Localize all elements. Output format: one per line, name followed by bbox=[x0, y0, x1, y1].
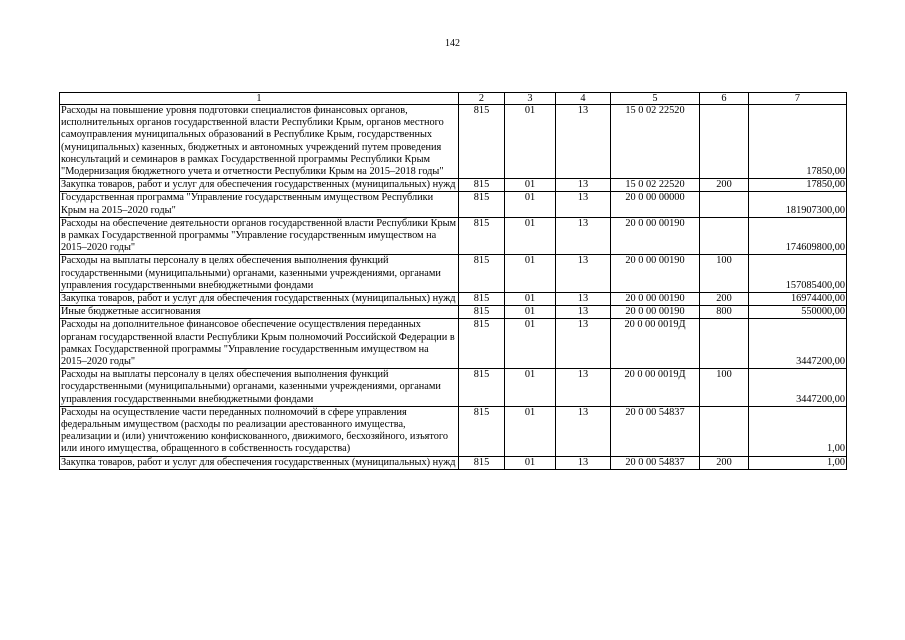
column-header: 4 bbox=[556, 93, 611, 105]
section-code: 01 bbox=[505, 456, 556, 469]
expense-name: Закупка товаров, работ и услуг для обеспечения государственных (муниципальных) нужд bbox=[60, 179, 459, 192]
amount: 550000,00 bbox=[749, 306, 847, 319]
amount: 3447200,00 bbox=[749, 319, 847, 369]
target-article-code: 15 0 02 22520 bbox=[611, 179, 700, 192]
expense-type-code: 100 bbox=[700, 369, 749, 407]
table-row bbox=[60, 217, 847, 255]
section-code: 01 bbox=[505, 406, 556, 456]
subsection-code: 13 bbox=[556, 217, 611, 255]
subsection-code: 13 bbox=[556, 192, 611, 217]
grbs-code: 815 bbox=[459, 293, 505, 306]
grbs-code: 815 bbox=[459, 255, 505, 293]
grbs-code: 815 bbox=[459, 456, 505, 469]
column-header: 2 bbox=[459, 93, 505, 105]
table-row bbox=[60, 105, 847, 179]
column-header: 3 bbox=[505, 93, 556, 105]
subsection-code: 13 bbox=[556, 179, 611, 192]
expense-name: Закупка товаров, работ и услуг для обеспечения государственных (муниципальных) нужд bbox=[60, 456, 459, 469]
expense-name: Расходы на выплаты персоналу в целях обеспечения выполнения функций государственными (муниципальными) органами, казенными учреждениями, органами управления государственными внебюджетными фондами bbox=[60, 255, 459, 293]
expense-type-code bbox=[700, 105, 749, 179]
section-code: 01 bbox=[505, 179, 556, 192]
expense-name: Иные бюджетные ассигнования bbox=[60, 306, 459, 319]
amount: 181907300,00 bbox=[749, 192, 847, 217]
section-code: 01 bbox=[505, 319, 556, 369]
target-article-code: 20 0 00 54837 bbox=[611, 456, 700, 469]
amount: 157085400,00 bbox=[749, 255, 847, 293]
section-code: 01 bbox=[505, 306, 556, 319]
subsection-code: 13 bbox=[556, 456, 611, 469]
expense-type-code: 200 bbox=[700, 456, 749, 469]
subsection-code: 13 bbox=[556, 255, 611, 293]
grbs-code: 815 bbox=[459, 306, 505, 319]
table-row bbox=[60, 406, 847, 456]
expense-type-code: 200 bbox=[700, 179, 749, 192]
expense-name: Расходы на выплаты персоналу в целях обеспечения выполнения функций государственными (муниципальными) органами, казенными учреждениями, органами управления государственными внебюджетными фондами bbox=[60, 369, 459, 407]
table-row bbox=[60, 192, 847, 217]
target-article-code: 20 0 00 0019Д bbox=[611, 369, 700, 407]
target-article-code: 20 0 00 54837 bbox=[611, 406, 700, 456]
target-article-code: 20 0 00 00190 bbox=[611, 293, 700, 306]
target-article-code: 15 0 02 22520 bbox=[611, 105, 700, 179]
subsection-code: 13 bbox=[556, 306, 611, 319]
grbs-code: 815 bbox=[459, 192, 505, 217]
expense-name: Расходы на осуществление части переданных полномочий в сфере управления федеральным имуществом (расходы по реализации арестованного имущества, реализации и (или) уничтожению конфискованного, движимого, бесхозяйного, изъятого или иного имущества, обращенного в собственность государства) bbox=[60, 406, 459, 456]
column-header: 6 bbox=[700, 93, 749, 105]
target-article-code: 20 0 00 00190 bbox=[611, 255, 700, 293]
amount: 17850,00 bbox=[749, 179, 847, 192]
expense-type-code bbox=[700, 406, 749, 456]
expense-name: Расходы на дополнительное финансовое обеспечение осуществления переданных органам государственной власти Республики Крым полномочий Российской Федерации в рамках Государственной программы "Управление государственным имуществом на 2015–2020 годы" bbox=[60, 319, 459, 369]
grbs-code: 815 bbox=[459, 217, 505, 255]
table-row bbox=[60, 369, 847, 407]
expense-type-code: 100 bbox=[700, 255, 749, 293]
expense-type-code bbox=[700, 319, 749, 369]
budget-table bbox=[59, 92, 847, 470]
section-code: 01 bbox=[505, 369, 556, 407]
target-article-code: 20 0 00 00190 bbox=[611, 306, 700, 319]
expense-type-code: 200 bbox=[700, 293, 749, 306]
subsection-code: 13 bbox=[556, 369, 611, 407]
table-row bbox=[60, 456, 847, 469]
subsection-code: 13 bbox=[556, 105, 611, 179]
amount: 16974400,00 bbox=[749, 293, 847, 306]
grbs-code: 815 bbox=[459, 369, 505, 407]
column-header: 5 bbox=[611, 93, 700, 105]
section-code: 01 bbox=[505, 293, 556, 306]
target-article-code: 20 0 00 00190 bbox=[611, 217, 700, 255]
amount: 17850,00 bbox=[749, 105, 847, 179]
grbs-code: 815 bbox=[459, 105, 505, 179]
amount: 1,00 bbox=[749, 456, 847, 469]
expense-type-code: 800 bbox=[700, 306, 749, 319]
expense-name: Государственная программа "Управление государственным имуществом Республики Крым на 2015–2020 годы" bbox=[60, 192, 459, 217]
amount: 174609800,00 bbox=[749, 217, 847, 255]
section-code: 01 bbox=[505, 105, 556, 179]
section-code: 01 bbox=[505, 255, 556, 293]
grbs-code: 815 bbox=[459, 319, 505, 369]
section-code: 01 bbox=[505, 192, 556, 217]
expense-type-code bbox=[700, 192, 749, 217]
amount: 1,00 bbox=[749, 406, 847, 456]
grbs-code: 815 bbox=[459, 179, 505, 192]
target-article-code: 20 0 00 00000 bbox=[611, 192, 700, 217]
table-row bbox=[60, 179, 847, 192]
target-article-code: 20 0 00 0019Д bbox=[611, 319, 700, 369]
expense-type-code bbox=[700, 217, 749, 255]
table-row bbox=[60, 293, 847, 306]
expense-name: Расходы на обеспечение деятельности органов государственной власти Республики Крым в рамках Государственной программы "Управление государственным имуществом на 2015–2020 годы" bbox=[60, 217, 459, 255]
page-number: 142 bbox=[445, 38, 460, 49]
column-header: 1 bbox=[60, 93, 459, 105]
expense-name: Расходы на повышение уровня подготовки специалистов финансовых органов, исполнительных органов государственной власти Республики Крым, органов местного самоуправления муниципальных образований в Республике Крым, государственных (муниципальных) казенных, бюджетных и автономных учреждений путем проведения консультаций и семинаров в рамках Государственной программы Республики Крым "Модернизация бюджетного учета и отчетности Республики Крым на 2015–2018 годы" bbox=[60, 105, 459, 179]
subsection-code: 13 bbox=[556, 406, 611, 456]
amount: 3447200,00 bbox=[749, 369, 847, 407]
grbs-code: 815 bbox=[459, 406, 505, 456]
subsection-code: 13 bbox=[556, 293, 611, 306]
table-row bbox=[60, 306, 847, 319]
table-row bbox=[60, 319, 847, 369]
table-header-row bbox=[60, 93, 847, 105]
section-code: 01 bbox=[505, 217, 556, 255]
column-header: 7 bbox=[749, 93, 847, 105]
table-row bbox=[60, 255, 847, 293]
subsection-code: 13 bbox=[556, 319, 611, 369]
expense-name: Закупка товаров, работ и услуг для обеспечения государственных (муниципальных) нужд bbox=[60, 293, 459, 306]
